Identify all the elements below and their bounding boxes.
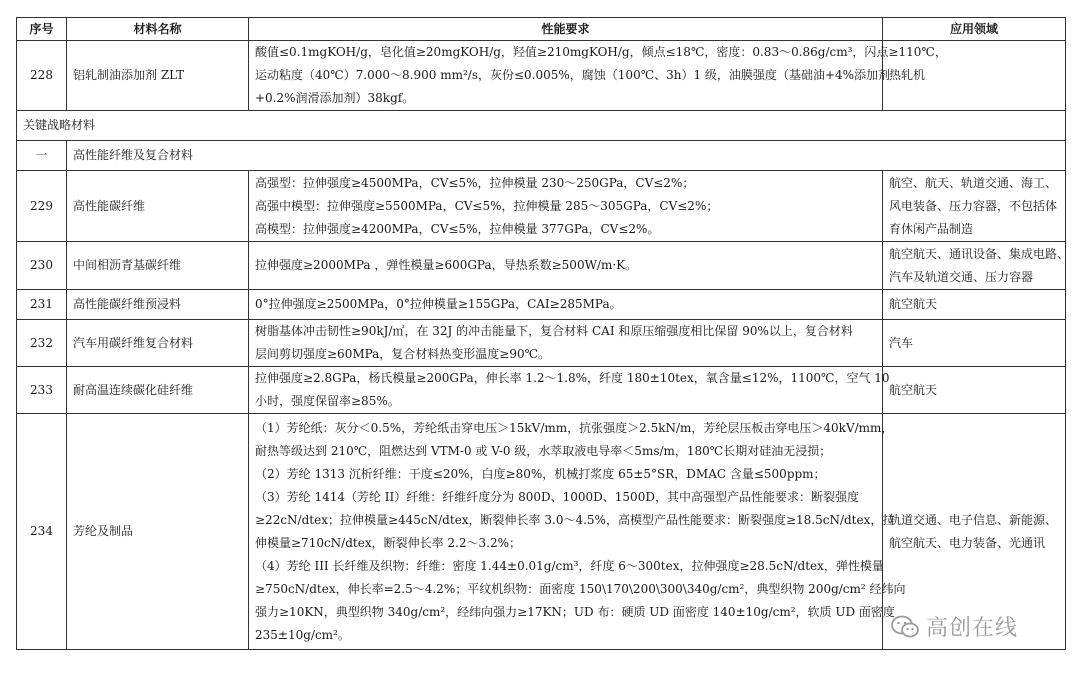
watermark-text: 高创在线 bbox=[926, 616, 1019, 641]
text-line: 风电装备、压力容器，不包括体 bbox=[889, 198, 1058, 213]
text-line: 高模型：拉伸强度≥4200MPa，CV≤5%，拉伸模量 377GPa，CV≤2%。 bbox=[255, 221, 660, 236]
performance-requirements bbox=[249, 171, 883, 242]
text-line: 汽车及轨道交通、压力容器 bbox=[889, 269, 1034, 284]
row-number: 233 bbox=[17, 367, 67, 414]
header-app: 应用领域 bbox=[883, 18, 1066, 41]
header-name: 材料名称 bbox=[67, 18, 249, 41]
row-number: 234 bbox=[17, 414, 67, 650]
subsection-title: 高性能纤维及复合材料 bbox=[67, 141, 1066, 171]
application-field bbox=[883, 320, 1066, 367]
table-row bbox=[17, 41, 1066, 111]
text-line: 热轧机 bbox=[889, 68, 926, 82]
material-name: 铝轧制油添加剂 ZLT bbox=[67, 41, 249, 111]
text-line: 层间剪切强度≥60MPa，复合材料热变形温度≥90℃。 bbox=[255, 347, 551, 361]
text-line: 0°拉伸强度≥2500MPa，0°拉伸模量≥155GPa，CAI≥285MPa。 bbox=[255, 297, 622, 311]
table-row bbox=[17, 171, 1066, 242]
text-line: 汽车 bbox=[889, 335, 914, 350]
text-line: 拉伸强度≥2.8GPa，杨氏模量≥200GPa，伸长率 1.2～1.8%，纤度 180±10tex，氧含量≤12%，1100℃，空气 10 bbox=[255, 371, 890, 385]
performance-requirements bbox=[249, 414, 906, 650]
table-header-row bbox=[17, 18, 1066, 41]
table-row bbox=[17, 242, 1066, 290]
row-number: 228 bbox=[17, 41, 67, 111]
material-name: 高性能碳纤维 bbox=[67, 171, 249, 242]
text-line: 轨道交通、电子信息、新能源、 bbox=[889, 512, 1058, 527]
table-row bbox=[17, 367, 1066, 414]
text-line: （4）芳纶 III 长纤维及织物：纤维：密度 1.44±0.01g/cm³，纤度 6～300tex，拉伸强度≥28.5cN/dtex，弹性模量 bbox=[255, 558, 884, 573]
text-line: （2）芳纶 1313 沉析纤维：干度≤20%，白度≥80%，机械打浆度 65±5°SR，DMAC 含量≤500ppm； bbox=[255, 466, 826, 481]
wechat-icon bbox=[890, 614, 920, 640]
text-line: 育休闲产品制造 bbox=[889, 221, 974, 236]
application-field bbox=[883, 290, 1066, 320]
material-name: 耐高温连续碳化硅纤维 bbox=[67, 367, 249, 414]
text-line: ≥22cN/dtex；拉伸模量≥445cN/dtex，断裂伸长率 3.0～4.5%，高模型产品性能要求：断裂强度≥18.5cN/dtex，拉 bbox=[255, 512, 895, 527]
watermark bbox=[890, 611, 1018, 642]
row-number: 231 bbox=[17, 290, 67, 320]
text-line: 伸模量≥710cN/dtex，断裂伸长率 2.2～3.2%； bbox=[255, 535, 521, 550]
text-line: 航空航天 bbox=[889, 297, 938, 311]
application-field bbox=[883, 171, 1066, 242]
text-line: 酸值≤0.1mgKOH/g，皂化值≥20mgKOH/g，羟值≥210mgKOH/g，倾点≤18℃，密度：0.83～0.86g/cm³，闪点≥110℃， bbox=[255, 45, 947, 59]
row-number: 230 bbox=[17, 242, 67, 290]
text-line: 运动粘度（40℃）7.000～8.900 mm²/s，灰份≤0.005%，腐蚀（100℃、3h）1 级，油膜强度（基础油+4%添加剂 bbox=[255, 68, 891, 82]
text-line: 235±10g/cm²。 bbox=[255, 627, 350, 642]
material-name: 芳纶及制品 bbox=[67, 414, 249, 650]
performance-requirements bbox=[249, 320, 883, 367]
text-line: 航空航天、通讯设备、集成电路、 bbox=[889, 246, 1070, 261]
text-line: 拉伸强度≥2000MPa ，弹性模量≥600GPa，导热系数≥500W/m·K。 bbox=[255, 258, 638, 272]
text-line: 树脂基体冲击韧性≥90kJ/㎡，在 32J 的冲击能量下，复合材料 CAI 和原压缩强度相比保留 90%以上，复合材料 bbox=[255, 324, 853, 338]
text-line: 高强中模型：拉伸强度≥5500MPa，CV≤5%，拉伸模量 285～305GPa，CV≤2%； bbox=[255, 198, 719, 213]
row-number: 232 bbox=[17, 320, 67, 367]
header-perf: 性能要求 bbox=[249, 18, 883, 41]
text-line: （3）芳纶 1414（芳纶 II）纤维：纤维纤度分为 800D、1000D、1500D，其中高强型产品性能要求：断裂强度 bbox=[255, 489, 859, 504]
text-line: 航空、航天、轨道交通、海工、 bbox=[889, 175, 1058, 190]
text-line: 强力≥10KN，典型织物 340g/cm²，经纬向强力≥17KN；UD 布：硬质 UD 面密度 140±10g/cm²，软质 UD 面密度 bbox=[255, 604, 895, 619]
table-row bbox=[17, 290, 1066, 320]
section-row bbox=[17, 111, 1066, 141]
subsection-number: 一 bbox=[17, 141, 67, 171]
material-name: 汽车用碳纤维复合材料 bbox=[67, 320, 249, 367]
material-name: 中间相沥青基碳纤维 bbox=[67, 242, 249, 290]
text-line: +0.2%润滑添加剂）38kgf。 bbox=[255, 91, 415, 105]
subsection-row bbox=[17, 141, 1066, 171]
text-line: 小时，强度保留率≥85%。 bbox=[255, 394, 400, 408]
material-name: 高性能碳纤维预浸料 bbox=[67, 290, 249, 320]
text-line: （1）芳纶纸：灰分＜0.5%，芳纶纸击穿电压＞15kV/mm，抗张强度＞2.5kN/m，芳纶层压板击穿电压＞40kV/mm， bbox=[255, 420, 894, 435]
text-line: 高强型：拉伸强度≥4500MPa，CV≤5%，拉伸模量 230～250GPa，CV≤2%； bbox=[255, 175, 695, 190]
table-row bbox=[17, 320, 1066, 367]
text-line: 航空航天 bbox=[889, 382, 938, 397]
performance-requirements bbox=[249, 367, 890, 414]
performance-requirements bbox=[249, 290, 883, 320]
header-num: 序号 bbox=[17, 18, 67, 41]
application-field bbox=[883, 242, 1070, 290]
application-field bbox=[883, 367, 1066, 414]
performance-requirements bbox=[249, 242, 883, 290]
materials-spec-table bbox=[16, 17, 1070, 650]
section-title: 关键战略材料 bbox=[17, 111, 1066, 141]
row-number: 229 bbox=[17, 171, 67, 242]
text-line: ≥750cN/dtex，伸长率=2.5～4.2%；平纹机织物：面密度 150\170\200\300\340g/cm²，典型织物 200g/cm² 经纬向 bbox=[255, 581, 906, 596]
text-line: 耐热等级达到 210℃，阻燃达到 VTM-0 或 V-0 级，水萃取液电导率＜5ms/m，180℃长期对硅油无浸损； bbox=[255, 443, 832, 458]
text-line: 航空航天、电力装备、光通讯 bbox=[889, 535, 1046, 550]
